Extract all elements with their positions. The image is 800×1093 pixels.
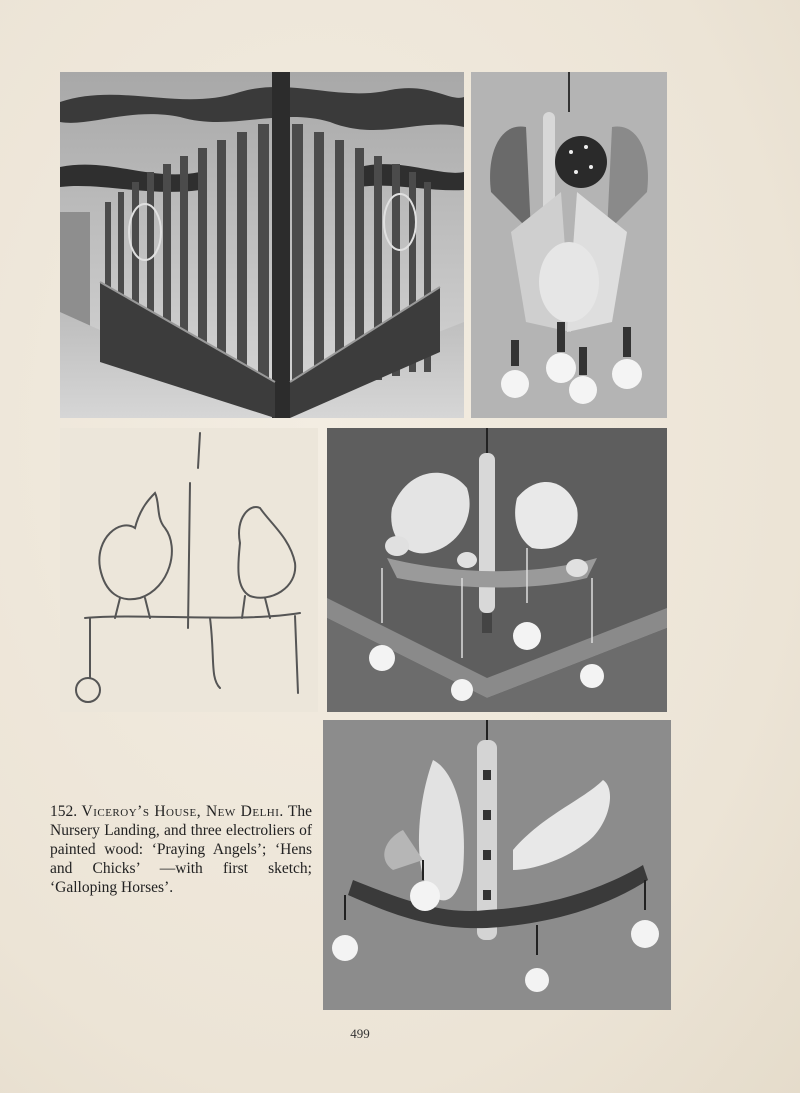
page-number: 499 <box>350 1026 370 1041</box>
photo-praying-angels <box>471 72 667 418</box>
photo-hens-and-chicks <box>327 428 667 712</box>
caption-text: The Nursery Landing, and three electroliers of painted wood: ‘Praying Angels’; ‘Hens and Chicks’ —with first sketch; ‘Galloping Horses’. <box>50 803 312 896</box>
sketch-hens-and-chicks <box>60 428 318 712</box>
photo-nursery-landing <box>60 72 464 418</box>
photo-galloping-horses <box>323 720 671 1010</box>
caption-number: 152. <box>50 803 78 820</box>
caption-place: Viceroy’s House, New Delhi. <box>81 803 284 820</box>
figure-caption <box>50 802 312 897</box>
